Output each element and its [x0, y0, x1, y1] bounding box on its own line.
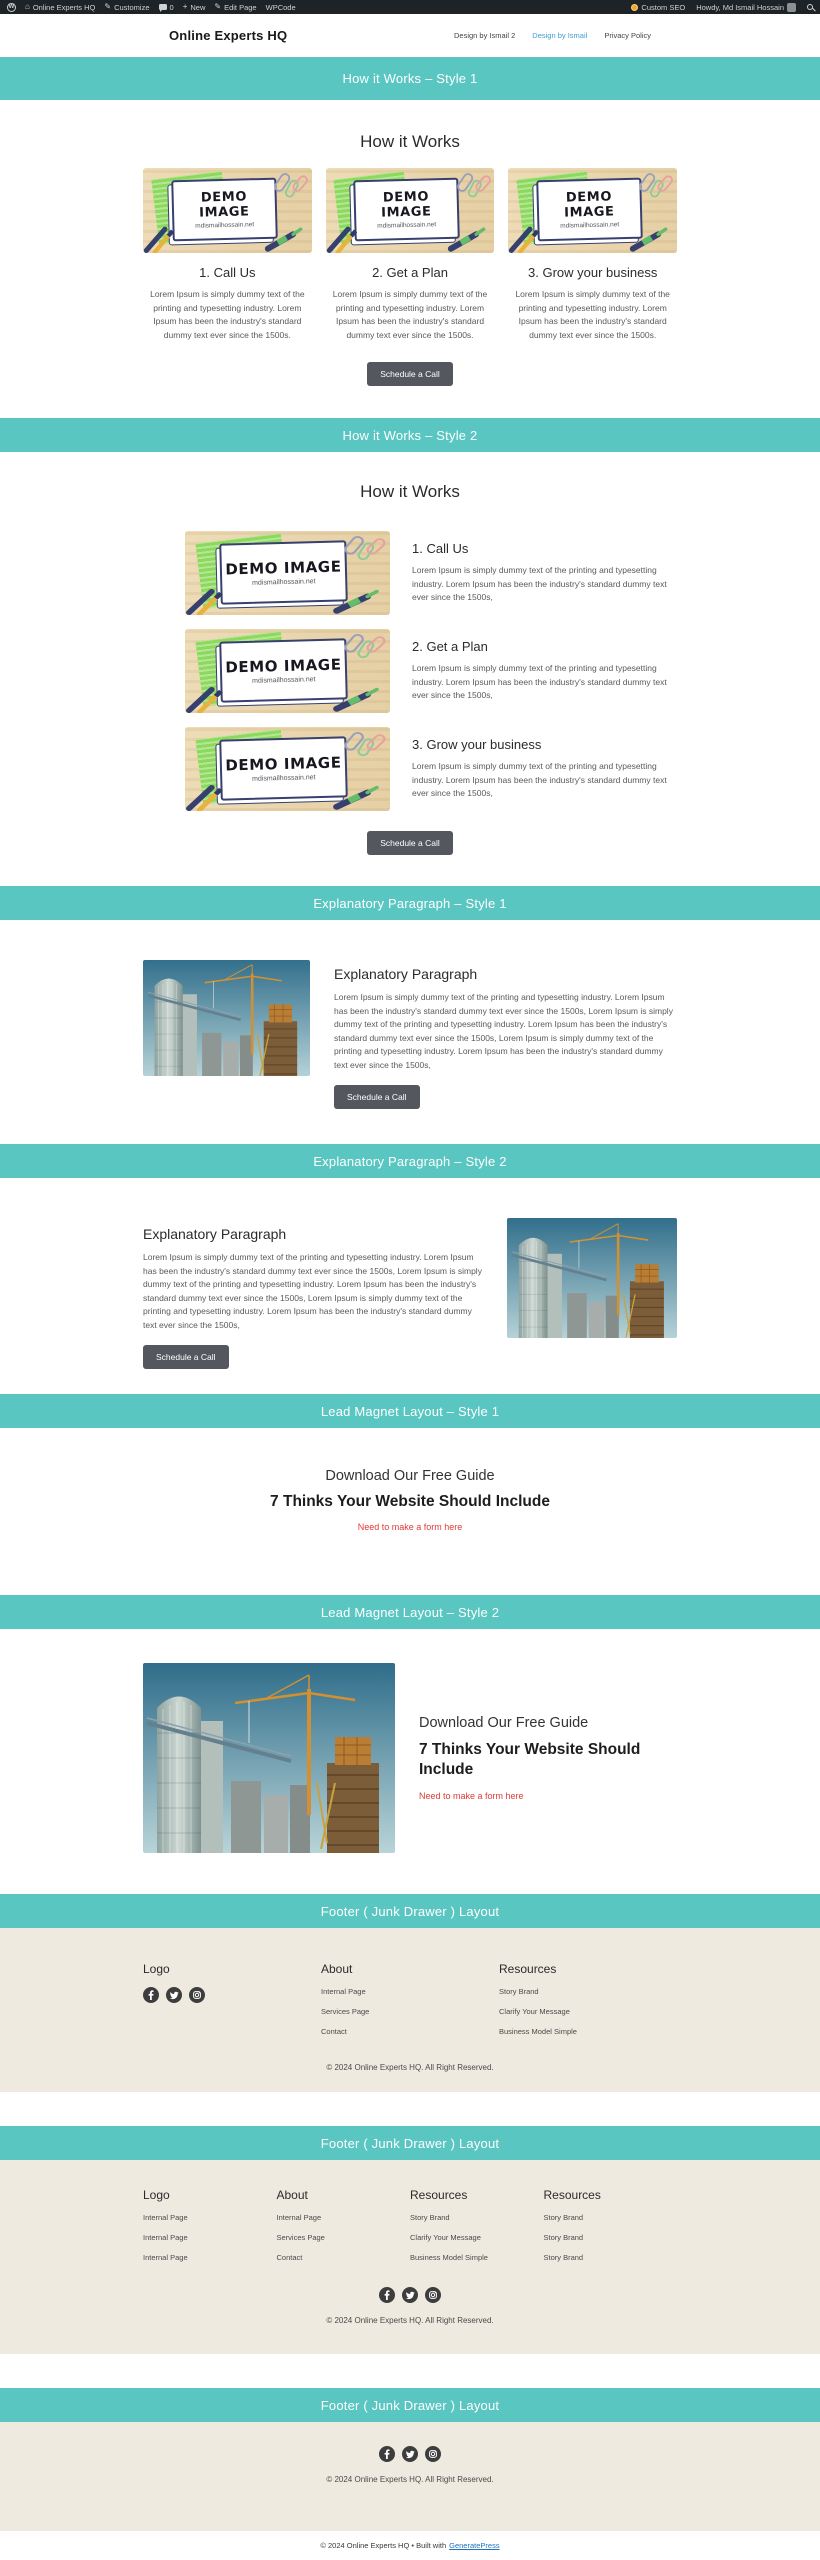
footer-logo-heading: Logo	[143, 1962, 170, 1976]
nav-item-privacy-policy[interactable]: Privacy Policy	[604, 31, 651, 40]
explanatory-heading: Explanatory Paragraph	[143, 1226, 287, 1242]
section-lead-magnet-1	[0, 1428, 820, 1595]
edit-pencil-icon: ✎	[214, 2, 222, 11]
admin-bar-wpcode[interactable]	[266, 3, 296, 12]
footer-layout-3	[0, 2422, 820, 2531]
construction-photo	[143, 1663, 395, 1853]
footer-column-resources-2	[544, 2188, 678, 2273]
instagram-icon[interactable]	[189, 1987, 205, 2003]
custom-seo-label: Custom SEO	[641, 2, 686, 12]
footer-link[interactable]: Services Page	[276, 2233, 325, 2242]
explanatory-heading: Explanatory Paragraph	[334, 966, 478, 982]
footer-column-heading: About	[321, 1962, 353, 1976]
footer-column-about	[321, 1962, 499, 2047]
facebook-icon[interactable]	[143, 1987, 159, 2003]
demo-image	[185, 727, 390, 811]
site-footer	[0, 2531, 820, 2560]
step-title: 1. Call Us	[412, 541, 469, 556]
demo-image	[143, 168, 312, 253]
stationery-decoration-icon	[185, 727, 390, 811]
banner-explanatory-style-2: Explanatory Paragraph – Style 2	[0, 1144, 820, 1178]
banner-lead-magnet-style-2: Lead Magnet Layout – Style 2	[0, 1595, 820, 1629]
nav-item-design-by-ismail-2[interactable]: Design by Ismail 2	[454, 31, 516, 40]
customize-pencil-icon: ✎	[104, 2, 112, 11]
demo-image-subtitle: mdismailhossain.net	[251, 675, 316, 685]
section-how-it-works-1	[0, 100, 820, 418]
footer-link[interactable]: Contact	[321, 2027, 347, 2036]
demo-image-title: DEMO IMAGE	[564, 189, 615, 221]
wp-admin-bar	[0, 0, 820, 14]
footer-copyright: © 2024 Online Experts HQ. All Right Reserved.	[326, 2063, 494, 2072]
site-title[interactable]: Online Experts HQ	[169, 28, 288, 43]
admin-bar-edit-page[interactable]	[214, 3, 256, 12]
step-body: Lorem Ipsum is simply dummy text of the printing and typesetting industry. Lorem Ipsum has been the industry's standard dummy text ever since the 1500s.	[515, 289, 670, 340]
demo-image	[185, 531, 390, 615]
footer-logo-heading: Logo	[143, 2188, 170, 2202]
comments-count: 0	[169, 2, 174, 12]
banner-how-it-works-style-2: How it Works – Style 2	[0, 418, 820, 452]
social-links	[143, 2446, 677, 2462]
footer-column-heading: Resources	[499, 1962, 557, 1976]
lead-magnet-title: 7 Thinks Your Website Should Include	[419, 1740, 641, 1778]
spacer	[0, 2092, 820, 2126]
footer-layout-1	[0, 1928, 820, 2092]
footer-link[interactable]: Internal Page	[276, 2213, 322, 2222]
footer-column-resources	[410, 2188, 544, 2273]
section-how-it-works-2	[0, 452, 820, 886]
lead-magnet-title: 7 Thinks Your Website Should Include	[270, 1493, 550, 1510]
schedule-call-button[interactable]: Schedule a Call	[334, 1085, 420, 1109]
site-header	[0, 14, 820, 57]
schedule-call-button[interactable]: Schedule a Call	[367, 362, 453, 386]
demo-image-title: DEMO IMAGE	[381, 189, 433, 221]
demo-image-title: DEMO IMAGE	[224, 557, 342, 579]
footer-link[interactable]: Story Brand	[543, 2213, 584, 2222]
banner-footer-layout-3: Footer ( Junk Drawer ) Layout	[0, 2388, 820, 2422]
nav-item-design-by-ismail[interactable]: Design by Ismail	[532, 31, 588, 40]
wpcode-label: WPCode	[265, 2, 296, 12]
admin-bar-custom-seo[interactable]	[631, 3, 685, 12]
footer-link[interactable]: Contact	[276, 2253, 303, 2262]
stationery-decoration-icon	[143, 168, 312, 253]
howdy-label: Howdy, Md Ismail Hossain	[696, 2, 784, 12]
instagram-icon[interactable]	[425, 2287, 441, 2303]
section-explanatory-2	[0, 1178, 820, 1394]
banner-footer-layout-1: Footer ( Junk Drawer ) Layout	[0, 1894, 820, 1928]
social-links	[143, 2287, 677, 2303]
demo-image-title: DEMO IMAGE	[224, 655, 342, 677]
admin-bar-comments[interactable]	[159, 3, 174, 12]
admin-bar-account[interactable]	[696, 3, 796, 12]
avatar	[787, 3, 796, 12]
demo-image	[326, 168, 495, 253]
social-links	[143, 1987, 321, 2003]
footer-column-heading: Resources	[543, 2188, 601, 2202]
footer-link[interactable]: Internal Page	[321, 1987, 366, 1996]
section-lead-magnet-2	[0, 1629, 820, 1894]
seo-status-icon	[631, 4, 638, 11]
footer-link[interactable]: Internal Page	[143, 2253, 188, 2262]
footer-link[interactable]: Internal Page	[143, 2233, 188, 2242]
step-title: 2. Get a Plan	[372, 265, 448, 280]
footer-copyright: © 2024 Online Experts HQ. All Right Reserved.	[326, 2316, 494, 2325]
footer-link[interactable]: Services Page	[321, 2007, 370, 2016]
customize-label: Customize	[114, 2, 150, 12]
instagram-icon[interactable]	[425, 2446, 441, 2462]
explanatory-body: Lorem Ipsum is simply dummy text of the printing and typesetting industry. Lorem Ipsum has been the industry's standard dummy text ever since the 1500s, Lorem Ipsum is simply dummy text of the printing and typesetting industry. Lorem Ipsum has been the industry's standard dummy text ever since the 1500s, Lorem Ipsum is simply dummy text of the printing and typesetting industry. Lorem Ipsum has been the industry's standard dummy text ever since the 1500s,	[143, 1252, 482, 1330]
lead-magnet-form-note: Need to make a form here	[419, 1791, 524, 1802]
home-icon: ⌂	[25, 2, 30, 11]
banner-how-it-works-style-1: How it Works – Style 1	[0, 57, 820, 100]
admin-site-name-label: Online Experts HQ	[32, 2, 96, 12]
explanatory-body: Lorem Ipsum is simply dummy text of the printing and typesetting industry. Lorem Ipsum has been the industry's standard dummy text ever since the 1500s, Lorem Ipsum is simply dummy text of the printing and typesetting industry. Lorem Ipsum has been the industry's standard dummy text ever since the 1500s, Lorem Ipsum is simply dummy text of the printing and typesetting industry. Lorem Ipsum has been the industry's standard dummy text ever since the 1500s,	[334, 992, 673, 1070]
banner-lead-magnet-style-1: Lead Magnet Layout – Style 1	[0, 1394, 820, 1428]
main-nav	[454, 31, 651, 40]
footer-link[interactable]: Story Brand	[543, 2233, 584, 2242]
demo-image	[185, 629, 390, 713]
demo-image-subtitle: mdismailhossain.net	[251, 577, 316, 587]
footer-link[interactable]: Story Brand	[499, 1987, 539, 1996]
twitter-icon[interactable]	[402, 2287, 418, 2303]
step-column	[508, 168, 677, 342]
demo-image	[508, 168, 677, 253]
step-row	[143, 629, 677, 713]
step-column	[143, 168, 312, 342]
how-it-works-heading: How it Works	[360, 132, 460, 151]
twitter-icon[interactable]	[166, 1987, 182, 2003]
footer-column-heading: About	[276, 2188, 308, 2202]
lead-magnet-eyebrow: Download Our Free Guide	[325, 1468, 495, 1484]
schedule-call-button[interactable]: Schedule a Call	[143, 1345, 229, 1369]
step-title: 3. Grow your business	[412, 737, 542, 752]
footer-link[interactable]: Story Brand	[410, 2213, 450, 2222]
spacer	[0, 2354, 820, 2388]
lead-magnet-eyebrow: Download Our Free Guide	[419, 1714, 589, 1731]
step-body: Lorem Ipsum is simply dummy text of the printing and typesetting industry. Lorem Ipsum has been the industry's standard dummy text ever since the 1500s,	[412, 761, 667, 799]
wordpress-logo-icon: W	[8, 3, 15, 10]
footer-link[interactable]: Clarify Your Message	[410, 2233, 481, 2242]
admin-bar-search[interactable]	[807, 4, 813, 10]
demo-image-subtitle: mdismailhossain.net	[251, 773, 316, 783]
step-body: Lorem Ipsum is simply dummy text of the printing and typesetting industry. Lorem Ipsum has been the industry's standard dummy text ever since the 1500s,	[412, 565, 667, 603]
schedule-call-button[interactable]: Schedule a Call	[367, 831, 453, 855]
demo-image-title: DEMO IMAGE	[198, 189, 250, 221]
footer-column-about	[277, 2188, 411, 2273]
twitter-icon[interactable]	[402, 2446, 418, 2462]
construction-photo	[507, 1218, 677, 1338]
footer-link[interactable]: Business Model Simple	[410, 2253, 488, 2262]
section-explanatory-1	[0, 920, 820, 1144]
footer-column-resources	[499, 1962, 677, 2047]
step-row	[143, 531, 677, 615]
step-title: 2. Get a Plan	[412, 639, 488, 654]
stationery-decoration-icon	[508, 168, 677, 253]
demo-image-title: DEMO IMAGE	[224, 753, 342, 775]
generatepress-link[interactable]: GeneratePress	[449, 2541, 500, 2550]
construction-photo	[143, 960, 310, 1076]
lead-magnet-form-note: Need to make a form here	[357, 1522, 463, 1532]
how-it-works-heading: How it Works	[360, 482, 460, 501]
footer-column-logo	[143, 2188, 277, 2273]
facebook-icon[interactable]	[379, 2287, 395, 2303]
footer-link[interactable]: Story Brand	[543, 2253, 584, 2262]
step-row	[143, 727, 677, 811]
step-column	[326, 168, 495, 342]
stationery-decoration-icon	[185, 629, 390, 713]
admin-bar-new[interactable]	[183, 3, 206, 12]
stationery-decoration-icon	[185, 531, 390, 615]
new-label: New	[190, 2, 206, 12]
footer-link[interactable]: Clarify Your Message	[499, 2007, 570, 2016]
footer-link[interactable]: Internal Page	[143, 2213, 188, 2222]
step-body: Lorem Ipsum is simply dummy text of the printing and typesetting industry. Lorem Ipsum has been the industry's standard dummy text ever since the 1500s.	[150, 289, 305, 340]
footer-copyright: © 2024 Online Experts HQ. All Right Reserved.	[326, 2475, 494, 2484]
banner-explanatory-style-1: Explanatory Paragraph – Style 1	[0, 886, 820, 920]
demo-image-subtitle: mdismailhossain.net	[560, 221, 620, 230]
footer-layout-2	[0, 2160, 820, 2354]
step-body: Lorem Ipsum is simply dummy text of the printing and typesetting industry. Lorem Ipsum has been the industry's standard dummy text ever since the 1500s.	[332, 289, 488, 340]
admin-bar-site-name[interactable]	[25, 3, 95, 12]
step-body: Lorem Ipsum is simply dummy text of the printing and typesetting industry. Lorem Ipsum has been the industry's standard dummy text ever since the 1500s,	[412, 663, 667, 701]
demo-image-subtitle: mdismailhossain.net	[194, 221, 254, 230]
step-title: 1. Call Us	[199, 265, 256, 280]
comments-bubble-icon	[159, 4, 167, 10]
step-title: 3. Grow your business	[528, 265, 658, 280]
site-footer-text: © 2024 Online Experts HQ • Built with	[320, 2541, 447, 2550]
demo-image-subtitle: mdismailhossain.net	[377, 221, 437, 230]
footer-column-logo	[143, 1962, 321, 2047]
banner-footer-layout-2: Footer ( Junk Drawer ) Layout	[0, 2126, 820, 2160]
stationery-decoration-icon	[326, 168, 495, 253]
footer-column-heading: Resources	[410, 2188, 468, 2202]
facebook-icon[interactable]	[379, 2446, 395, 2462]
edit-page-label: Edit Page	[224, 2, 257, 12]
wp-logo-menu[interactable]	[7, 3, 16, 12]
plus-icon: +	[182, 2, 188, 11]
footer-link[interactable]: Business Model Simple	[499, 2027, 577, 2036]
search-icon	[807, 4, 813, 10]
admin-bar-customize[interactable]	[104, 3, 149, 12]
